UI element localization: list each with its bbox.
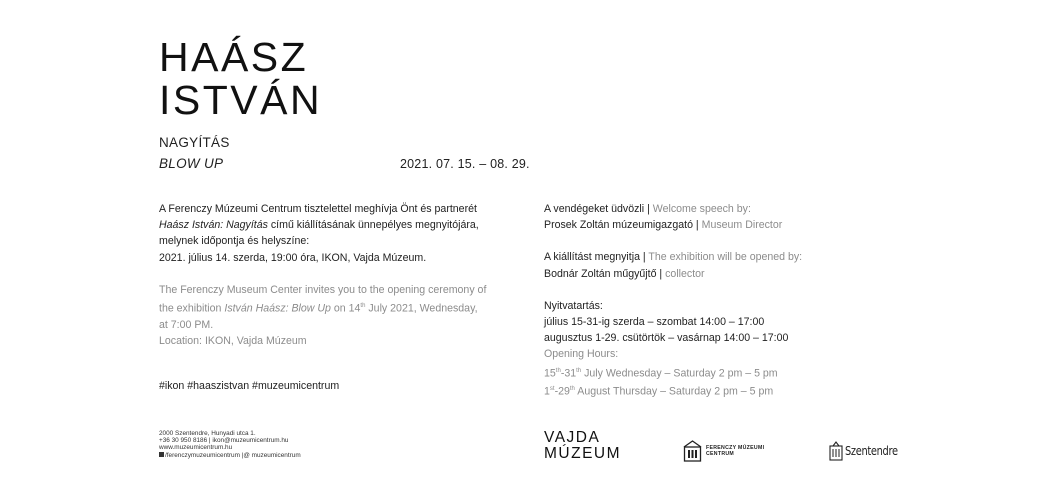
welcome-speaker-role-en: Museum Director — [701, 219, 783, 232]
exhibition-dates: 2021. 07. 15. – 08. 29. — [400, 157, 530, 171]
fmc-logo-line-1: FERENCZY MÚZEUMI — [706, 445, 765, 451]
welcome-block — [544, 201, 864, 233]
contact-social — [159, 452, 301, 459]
exhibition-title-hu: NAGYÍTÁS — [159, 135, 230, 150]
ferenczy-museum-center-logo — [683, 440, 764, 462]
invite-en-line-2-on: on 14 — [330, 302, 361, 315]
welcome-speaker-name: Prosek Zoltán múzeumigazgató | — [544, 219, 702, 232]
invite-hu-line-2-rest: című kiállításának ünnepélyes megnyitójára, — [267, 219, 479, 232]
invitation-en — [159, 282, 529, 349]
invite-hu-line-2 — [159, 217, 529, 233]
szentendre-logo-text: Szentendre — [845, 444, 898, 458]
invitation-hu — [159, 201, 529, 266]
opening-speaker — [544, 266, 864, 282]
ferenczy-logo-text — [706, 445, 764, 457]
hours-title-en: Opening Hours: — [544, 348, 619, 361]
vajda-museum-logo — [544, 430, 621, 462]
hours-line-2-en-a: 1 — [544, 385, 550, 398]
opening-speaker-role-en: collector — [665, 267, 705, 280]
invite-en-exhibition-name: István Haász: Blow Up — [224, 302, 331, 315]
opening-block — [544, 249, 864, 281]
opening-label-hu: A kiállítást megnyitja | — [544, 251, 649, 264]
szentendre-tower-icon — [829, 441, 843, 461]
contact-address: 2000 Szentendre, Hunyadi utca 1. — [159, 430, 256, 437]
title-line-1: HAÁSZ — [159, 34, 309, 80]
hours-line-2-hu: augusztus 1-29. csütörtök – vasárnap 14:00 – 17:00 — [544, 332, 789, 345]
hours-line-1-en — [544, 363, 864, 382]
welcome-label-hu: A vendégeket üdvözli | — [544, 203, 653, 215]
hours-line-1-en-a: 15 — [544, 367, 556, 380]
hours-line-1-en-sup-2: th — [576, 367, 582, 374]
hours-line-2-en — [544, 381, 864, 400]
hours-line-1-en-c: July Wednesday – Saturday 2 pm – 5 pm — [581, 367, 778, 380]
opening-heading — [544, 249, 864, 265]
exhibition-title-en: BLOW UP — [159, 156, 224, 171]
vajda-logo-line-2: MÚZEUM — [544, 445, 622, 462]
invite-en-line-4: Location: IKON, Vajda Múzeum — [159, 334, 307, 347]
invite-en-line-2-post: July 2021, Wednesday, — [365, 302, 478, 315]
invite-en-line-2-sup: th — [360, 303, 366, 310]
contact-info — [159, 430, 301, 459]
invite-hu-line-3: melynek időpontja és helyszíne: — [159, 235, 310, 248]
artist-name-title — [159, 36, 322, 122]
invite-hu-line-4: 2021. július 14. szerda, 19:00 óra, IKON, Vajda Múzeum. — [159, 251, 427, 264]
contact-website: www.muzeumicentrum.hu — [159, 444, 233, 452]
opening-hours-block — [544, 298, 864, 400]
welcome-heading — [544, 201, 864, 217]
invite-hu-exhibition-name: Haász István: Nagyítás — [159, 219, 268, 232]
hours-title-hu: Nyitvatartás: — [544, 299, 603, 312]
invite-en-line-2 — [159, 298, 529, 317]
facebook-icon — [159, 452, 164, 457]
invite-en-line-2-pre: the exhibition — [159, 302, 225, 315]
invite-en-line-1: The Ferenczy Museum Center invites you to the opening ceremony of — [159, 283, 487, 296]
title-line-2: ISTVÁN — [159, 77, 323, 123]
hours-line-1-en-b: -31 — [560, 367, 577, 380]
ferenczy-building-icon — [683, 440, 702, 462]
hours-line-2-en-sup-2: th — [569, 386, 575, 393]
hours-line-1-hu: július 15-31-ig szerda – szombat 14:00 – 17:00 — [544, 316, 765, 329]
fmc-logo-line-2: CENTRUM — [706, 451, 735, 457]
welcome-label-en: Welcome speech by: — [652, 203, 751, 215]
opening-label-en: The exhibition will be opened by: — [648, 251, 803, 264]
invitation-column — [159, 201, 529, 365]
invite-hu-line-1: A Ferenczy Múzeumi Centrum tisztelettel meghívja Önt és partnerét — [159, 203, 477, 215]
opening-speaker-name: Bodnár Zoltán műgyűjtő | — [544, 267, 666, 280]
szentendre-logo — [829, 441, 909, 461]
hours-line-2-en-c: August Thursday – Saturday 2 pm – 5 pm — [574, 385, 774, 398]
program-column — [544, 201, 864, 416]
hours-line-2-en-b: -29 — [554, 385, 570, 398]
contact-phone-email: +36 30 950 8186 | ikon@muzeumicentrum.hu — [159, 437, 289, 445]
vajda-logo-line-1: VAJDA — [544, 429, 601, 446]
hours-line-2-en-sup-1: st — [549, 386, 555, 393]
hashtags: #ikon #haaszistvan #muzeumicentrum — [159, 380, 340, 392]
hours-line-1-en-sup-1: th — [555, 367, 561, 374]
welcome-speaker — [544, 217, 864, 233]
invite-en-line-3: at 7:00 PM. — [159, 318, 214, 331]
contact-social-text: /ferenczymuzeumicentrum |@ muzeumicentrum — [165, 451, 301, 459]
